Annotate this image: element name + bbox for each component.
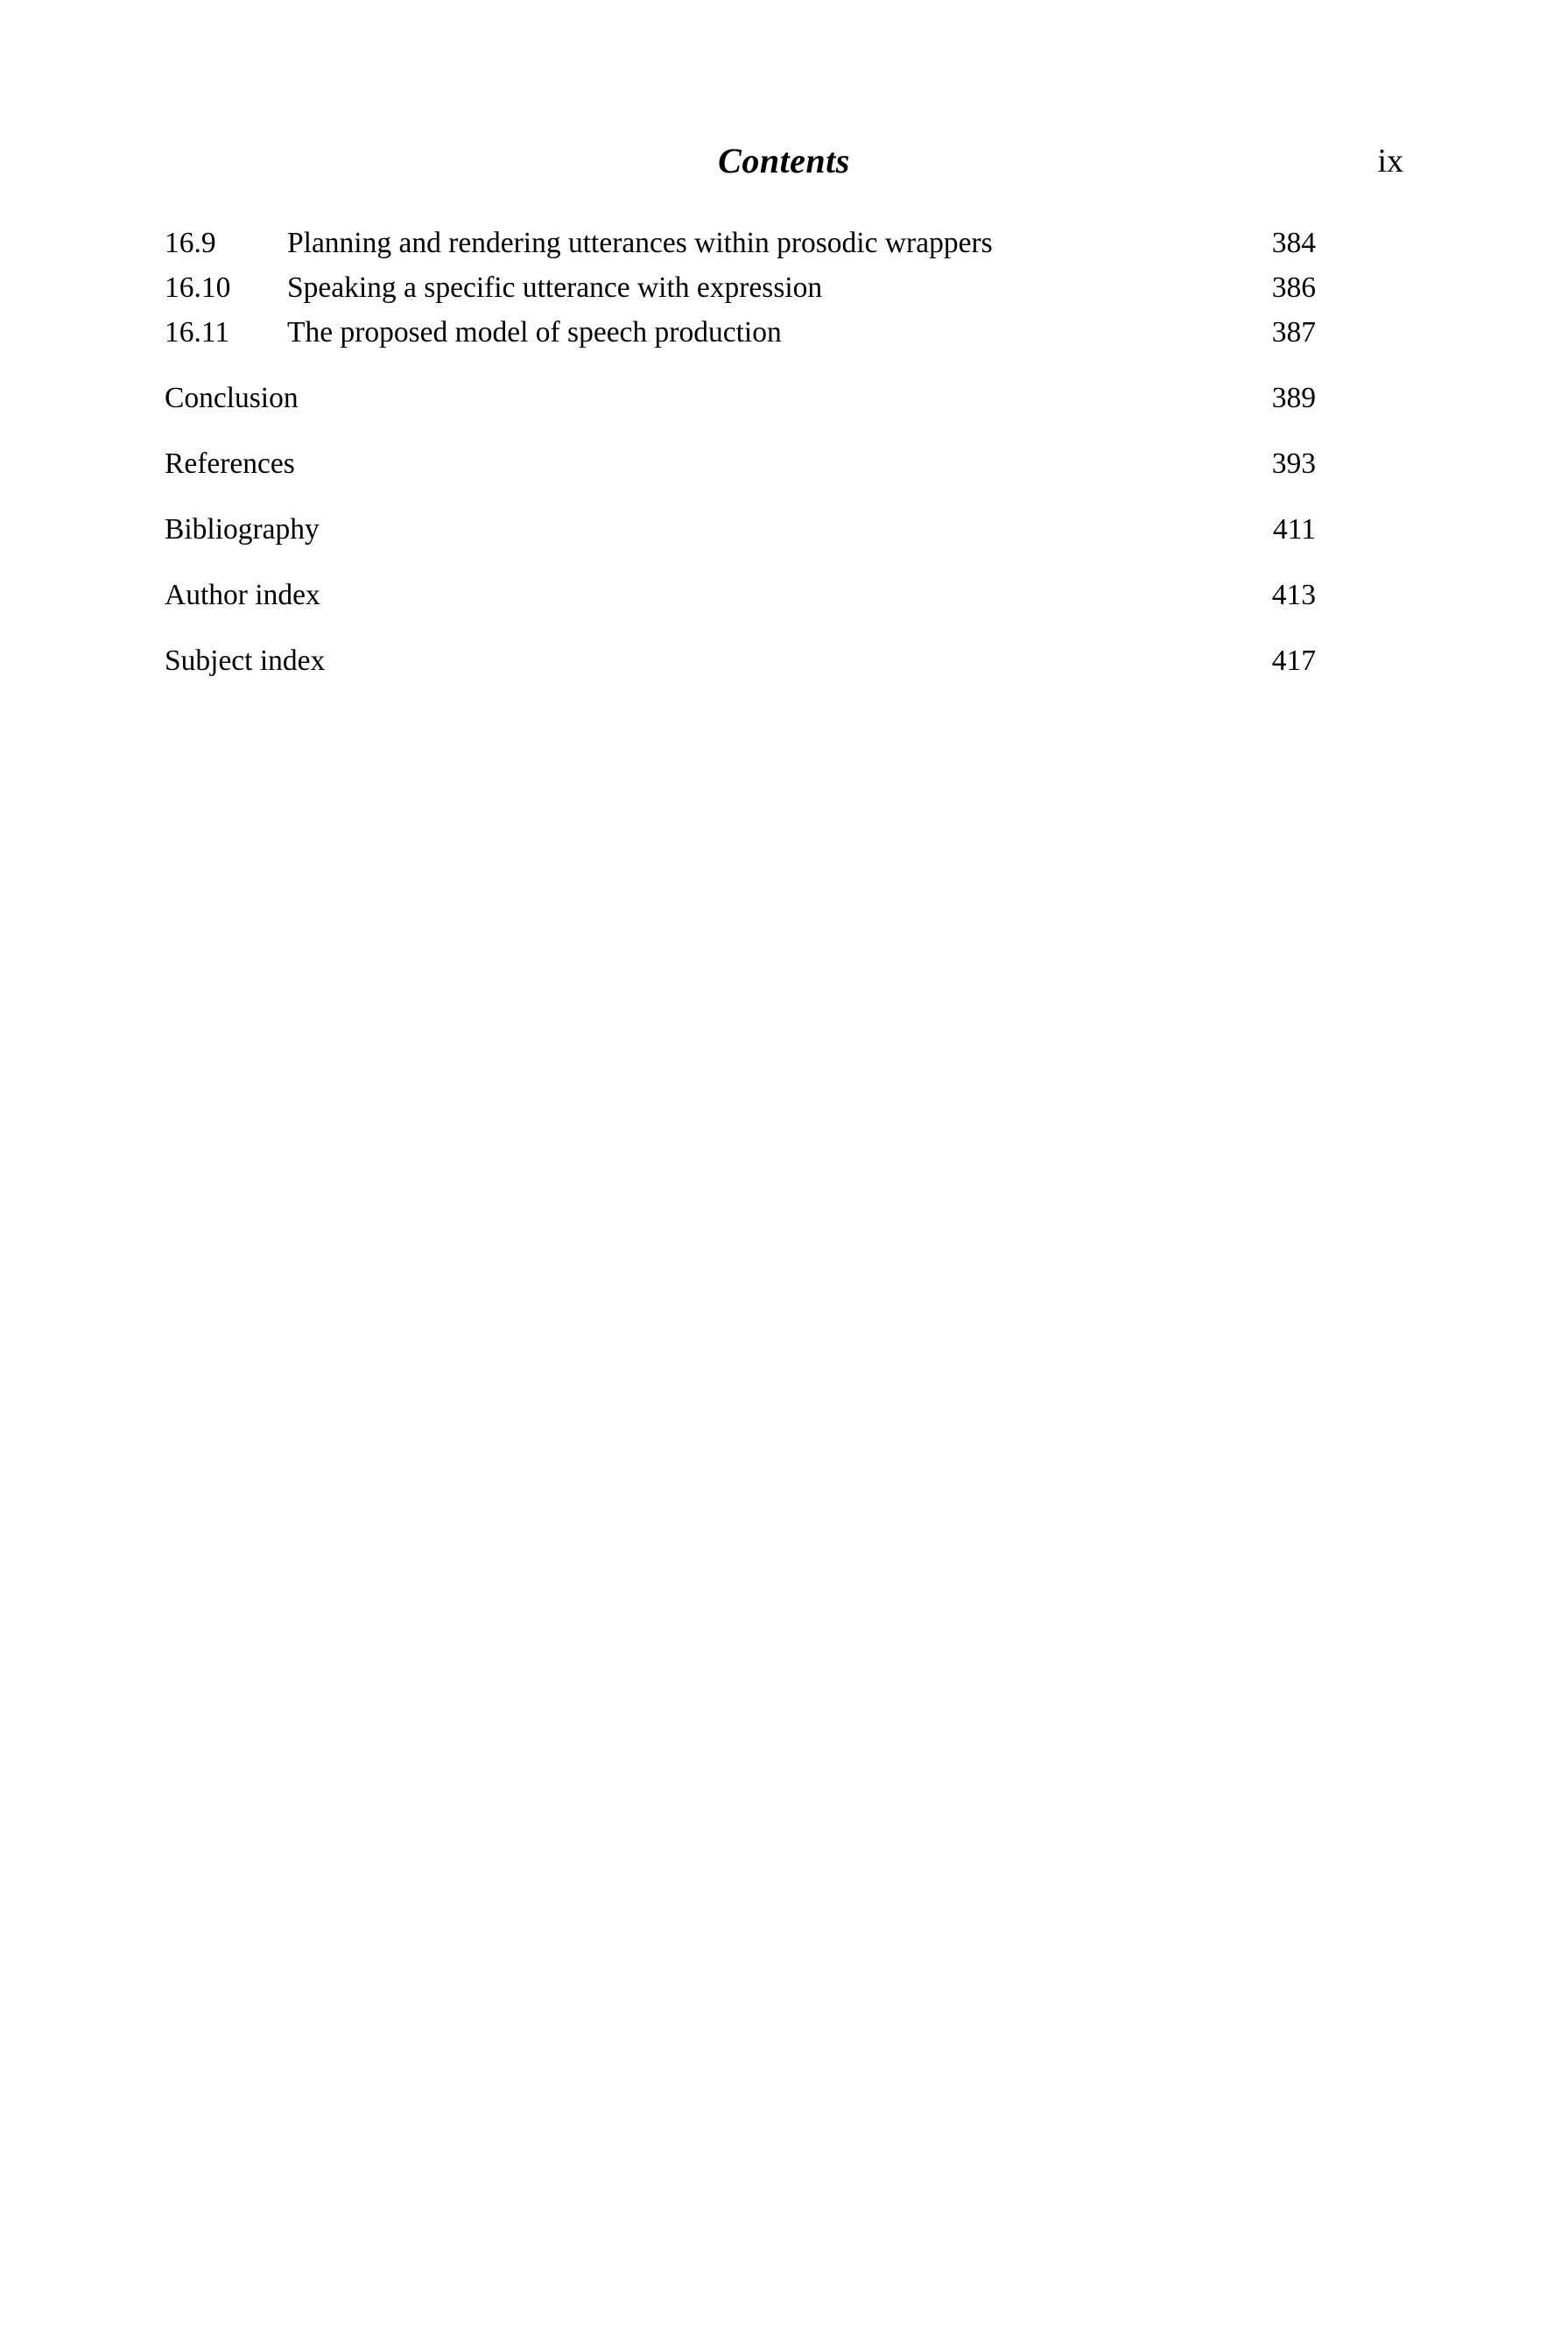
toc-entry-page: 384 xyxy=(1271,227,1316,259)
toc-entry[interactable] xyxy=(165,265,1316,310)
toc-entry-number: 16.10 xyxy=(165,271,231,304)
toc-entry-label: Speaking a specific utterance with expression xyxy=(287,271,823,304)
major-entries xyxy=(165,376,1316,683)
toc-entry-page: 413 xyxy=(1271,579,1316,611)
toc-entry-page: 386 xyxy=(1271,271,1316,304)
toc-entry-subject-index[interactable] xyxy=(165,638,1316,683)
toc-entry-conclusion[interactable] xyxy=(165,376,1316,420)
toc-entry-bibliography[interactable] xyxy=(165,507,1316,552)
running-head xyxy=(165,140,1403,193)
numbered-entries xyxy=(165,221,1316,355)
toc-entry-page: 411 xyxy=(1272,513,1316,546)
table-of-contents xyxy=(165,221,1316,683)
toc-entry-page: 387 xyxy=(1271,316,1316,349)
toc-entry-page: 417 xyxy=(1271,645,1316,677)
toc-entry-page: 389 xyxy=(1271,382,1316,414)
toc-entry-label: The proposed model of speech production xyxy=(287,316,782,349)
toc-entry[interactable] xyxy=(165,310,1316,355)
toc-entry-author-index[interactable] xyxy=(165,573,1316,617)
toc-entry-label: Author index xyxy=(165,579,320,611)
toc-entry-label: References xyxy=(165,447,295,480)
toc-entry-label: Subject index xyxy=(165,645,326,677)
toc-entry-number: 16.9 xyxy=(165,227,216,259)
page-title: Contents xyxy=(718,141,850,180)
toc-entry-number: 16.11 xyxy=(165,316,230,349)
toc-entry-page: 393 xyxy=(1271,447,1316,480)
toc-entry-label: Bibliography xyxy=(165,513,320,546)
toc-entry-references[interactable] xyxy=(165,441,1316,486)
toc-entry-label: Conclusion xyxy=(165,382,299,414)
page-number: ix xyxy=(1377,143,1403,180)
toc-entry[interactable] xyxy=(165,221,1316,265)
toc-entry-label: Planning and rendering utterances within prosodic wrappers xyxy=(287,227,993,259)
